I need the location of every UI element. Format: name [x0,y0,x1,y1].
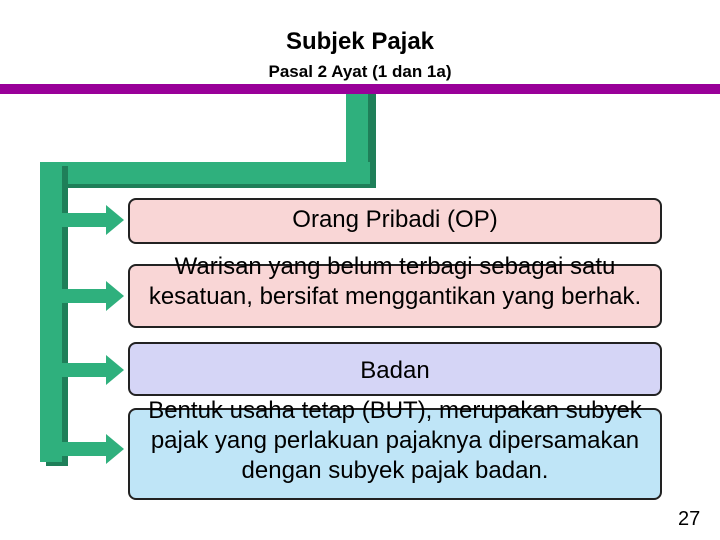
slide-title: Subjek Pajak [285,28,435,55]
slide-subtitle: Pasal 2 Ayat (1 dan 1a) [268,62,452,81]
connector-header [40,162,370,184]
item-but: Bentuk usaha tetap (BUT), merupakan subyek pajak yang perlakuan pajaknya dipersamakan dengan subyek pajak badan. [148,397,642,484]
page-number: 27 [678,508,701,530]
item-badan: Badan [360,357,430,384]
arrow-right-icon [62,355,124,385]
connector-drop [346,94,368,164]
item-orang-pribadi: Orang Pribadi (OP) [292,206,498,233]
arrow-right-icon [62,205,124,235]
arrow-right-icon [62,281,124,311]
arrow-right-icon [62,434,124,464]
connector-spine [40,162,62,462]
item-warisan: Warisan yang belum terbagi sebagai satu kesatuan, bersifat menggantikan yang berhak. [148,253,642,310]
